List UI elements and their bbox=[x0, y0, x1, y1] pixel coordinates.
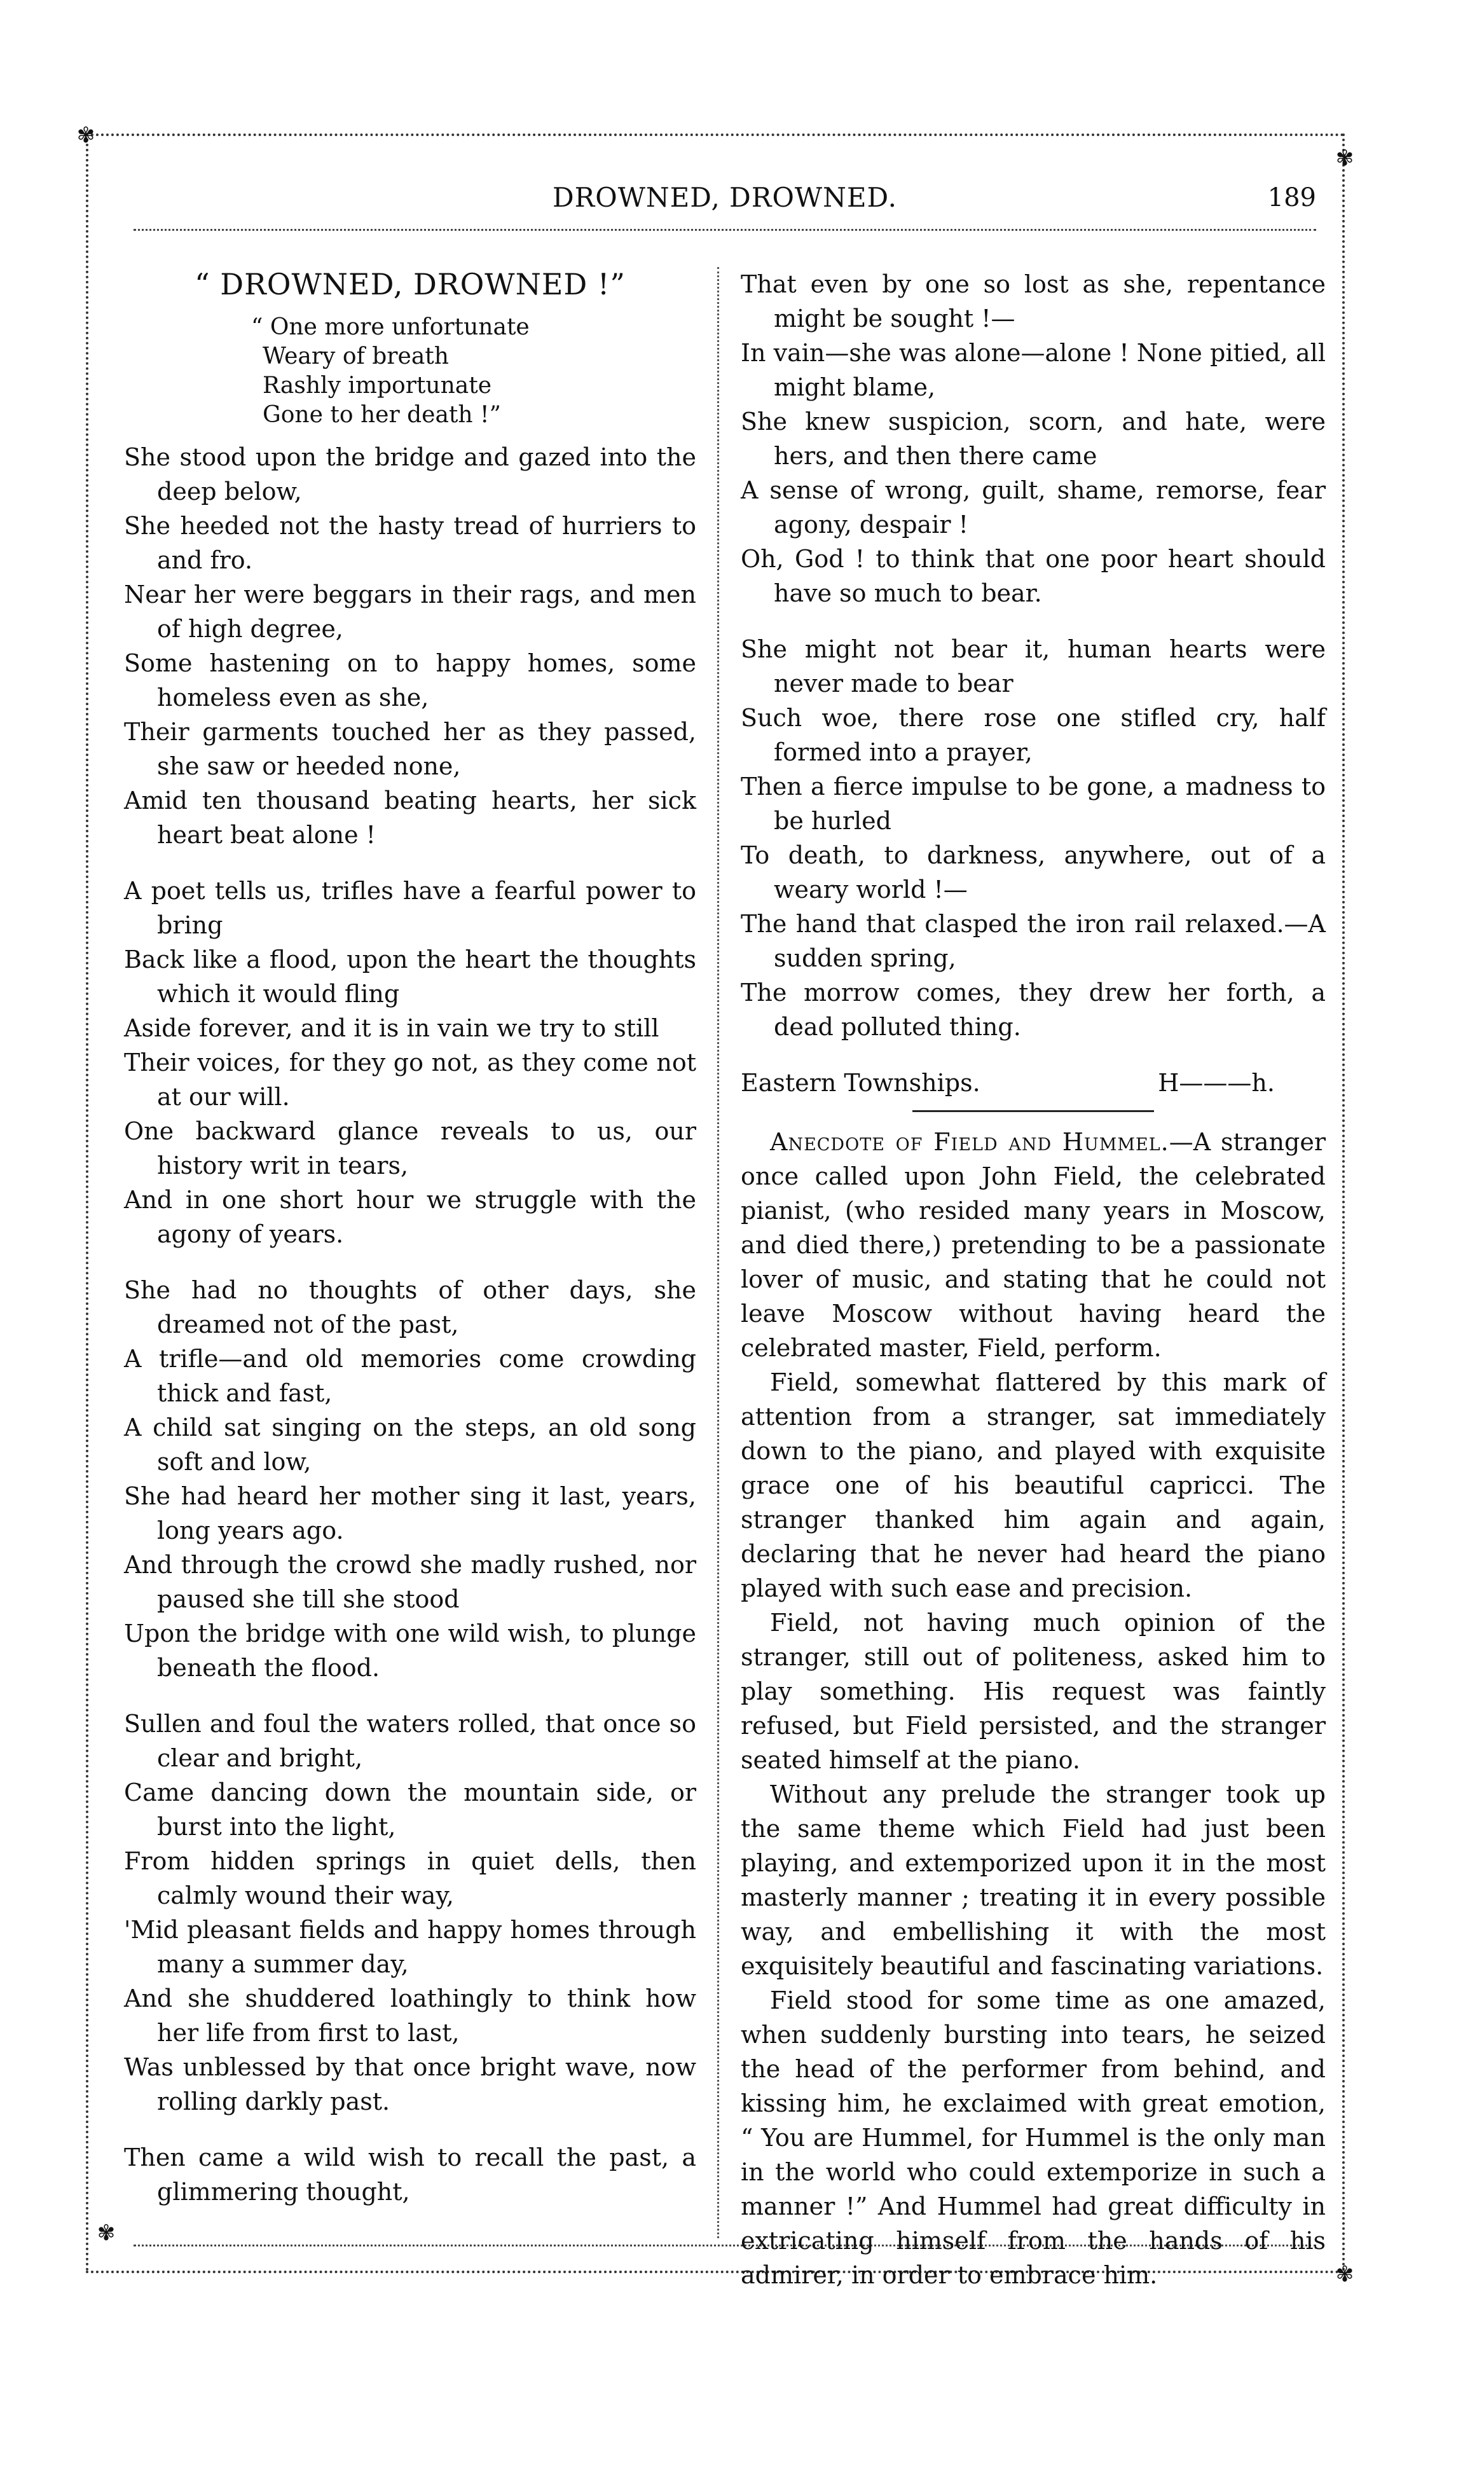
poem-line: Some hastening on to happy homes, some homeless even as she, bbox=[124, 649, 696, 712]
corner-ornament-top-left: ✾ bbox=[76, 123, 95, 148]
poem-line: Oh, God ! to think that one poor heart should have so much to bear. bbox=[741, 545, 1326, 607]
poem-line: The hand that clasped the iron rail relaxed.—A sudden spring, bbox=[741, 910, 1326, 972]
anecdote-heading: Anecdote of Field and Hummel. bbox=[770, 1128, 1169, 1156]
poem-line: Then came a wild wish to recall the past, a glimmering thought, bbox=[124, 2143, 696, 2206]
poem-line: Back like a flood, upon the heart the thoughts which it would fling bbox=[124, 946, 696, 1008]
page-header bbox=[134, 178, 1316, 223]
corner-ornament-top-right: ✾ bbox=[1335, 146, 1354, 171]
poem-line: And she shuddered loathingly to think how her life from first to last, bbox=[124, 1984, 696, 2047]
column-divider bbox=[717, 267, 719, 2238]
poem-line: She knew suspicion, scorn, and hate, were hers, and then there came bbox=[741, 408, 1326, 470]
epigraph-line: Weary of breath bbox=[263, 343, 449, 369]
poem-line: Aside forever, and it is in vain we try to still bbox=[124, 1014, 659, 1042]
poem-line: From hidden springs in quiet dells, then calmly wound their way, bbox=[124, 1847, 696, 1909]
page-number: 189 bbox=[1267, 183, 1316, 212]
poem-line: One backward glance reveals to us, our history writ in tears, bbox=[124, 1117, 696, 1180]
poem-line: She had no thoughts of other days, she dreamed not of the past, bbox=[124, 1276, 696, 1338]
poem-line: Their garments touched her as they passed, she saw or heeded none, bbox=[124, 718, 696, 780]
poem-line: Amid ten thousand beating hearts, her sick heart beat alone ! bbox=[124, 787, 696, 849]
poem-line: That even by one so lost as she, repentance might be sought !— bbox=[741, 270, 1326, 333]
section-divider bbox=[912, 1110, 1154, 1112]
poem-line: A trifle—and old memories come crowding thick and fast, bbox=[124, 1345, 696, 1407]
anecdote-paragraph: Without any prelude the stranger took up the same theme which Field had just been playing, and extemporized upon it in the most masterly manner ; treating it in every possible way, and embellishing it with the most exquisitely beautiful and fascinating variations. bbox=[741, 1780, 1326, 1980]
poem-line: A poet tells us, trifles have a fearful power to bring bbox=[124, 877, 696, 939]
header-rule bbox=[134, 229, 1316, 231]
poem-line: Near her were beggars in their rags, and men of high degree, bbox=[124, 581, 696, 643]
poem-line: In vain—she was alone—alone ! None pitied, all might blame, bbox=[741, 339, 1326, 401]
epigraph-line: “ One more unfortunate bbox=[251, 314, 530, 340]
poem-line: And in one short hour we struggle with the agony of years. bbox=[124, 1186, 696, 1248]
poem-line: A sense of wrong, guilt, shame, remorse, fear agony, despair ! bbox=[741, 476, 1326, 539]
poem-line: A child sat singing on the steps, an old song soft and low, bbox=[124, 1413, 696, 1476]
poem-stanzas-left bbox=[124, 440, 696, 2209]
poem-line: She had heard her mother sing it last, years, long years ago. bbox=[124, 1482, 696, 1544]
right-column bbox=[741, 267, 1326, 2292]
poem-line: She heeded not the hasty tread of hurriers to and fro. bbox=[124, 512, 696, 574]
poem-line: The morrow comes, they drew her forth, a dead polluted thing. bbox=[741, 979, 1326, 1041]
poem-stanza bbox=[124, 1273, 696, 1685]
corner-ornament-bottom-left: ✾ bbox=[97, 2220, 116, 2246]
poem-stanza bbox=[124, 440, 696, 852]
anecdote-article bbox=[741, 1125, 1326, 2292]
anecdote-paragraph: Field, somewhat flattered by this mark of attention from a stranger, sat immediately down to the piano, and played with exquisite grace one of his beautiful capricci. The stranger thanked him again and again, declaring that he never had heard the piano played with such ease and precision. bbox=[741, 1368, 1326, 1602]
poem-stanza bbox=[124, 2140, 696, 2209]
poem-stanzas-right bbox=[741, 267, 1326, 1044]
poem-line: To death, to darkness, anywhere, out of a weary world !— bbox=[741, 841, 1326, 904]
poem-line: Their voices, for they go not, as they come not at our will. bbox=[124, 1049, 696, 1111]
poem-line: 'Mid pleasant fields and happy homes through many a summer day, bbox=[124, 1916, 696, 1978]
anecdote-paragraph: Field, not having much opinion of the stranger, still out of politeness, asked him to play something. His request was faintly refused, but Field persisted, and the stranger seated himself at the piano. bbox=[741, 1609, 1326, 1774]
poem-line: Such woe, there rose one stifled cry, half formed into a prayer, bbox=[741, 704, 1326, 766]
anecdote-paragraph: Anecdote of Field and Hummel.—A stranger once called upon John Field, the celebrated pianist, (who resided many years in Moscow, and died there,) pretending to be a passionate lover of music, and stating that he could not leave Moscow without having heard the celebrated master, Field, perform. bbox=[741, 1128, 1326, 1362]
epigraph-line: Rashly importunate bbox=[263, 373, 491, 399]
poem-stanza bbox=[124, 874, 696, 1251]
poem-line: She stood upon the bridge and gazed into the deep below, bbox=[124, 443, 696, 506]
poem-line: Then a fierce impulse to be gone, a madness to be hurled bbox=[741, 773, 1326, 835]
running-title: DROWNED, DROWNED. bbox=[552, 182, 898, 213]
left-column bbox=[124, 267, 696, 2231]
poem-line: She might not bear it, human hearts were never made to bear bbox=[741, 635, 1326, 698]
poem-line: Sullen and foul the waters rolled, that once so clear and bright, bbox=[124, 1710, 696, 1772]
poem-stanza bbox=[124, 1707, 696, 2119]
poem-signature: H———h. bbox=[1158, 1069, 1275, 1097]
poem-title: “ DROWNED, DROWNED !” bbox=[195, 267, 626, 301]
poem-epigraph bbox=[251, 313, 696, 430]
poem-line: Came dancing down the mountain side, or burst into the light, bbox=[124, 1778, 696, 1841]
epigraph-line: Gone to her death !” bbox=[263, 402, 501, 428]
poem-stanza bbox=[741, 267, 1326, 610]
poem-line: Upon the bridge with one wild wish, to plunge beneath the flood. bbox=[124, 1620, 696, 1682]
poem-line: And through the crowd she madly rushed, nor paused she till she stood bbox=[124, 1551, 696, 1613]
corner-ornament-bottom-right: ✾ bbox=[1335, 2262, 1354, 2287]
poem-stanza bbox=[741, 632, 1326, 1044]
anecdote-paragraph: Field stood for some time as one amazed, when suddenly bursting into tears, he seized the head of the performer from behind, and kissing him, he exclaimed with great emotion, “ You are Hummel, for Hummel is the only man in the world who could extemporize in such a manner !” And Hummel had great difficulty in extricating himself from the hands of his admirer, in order to embrace him. bbox=[741, 1986, 1326, 2289]
poem-line: Was unblessed by that once bright wave, now rolling darkly past. bbox=[124, 2053, 696, 2115]
poem-place: Eastern Townships. bbox=[741, 1069, 980, 1097]
poem-signoff bbox=[741, 1066, 1326, 1100]
